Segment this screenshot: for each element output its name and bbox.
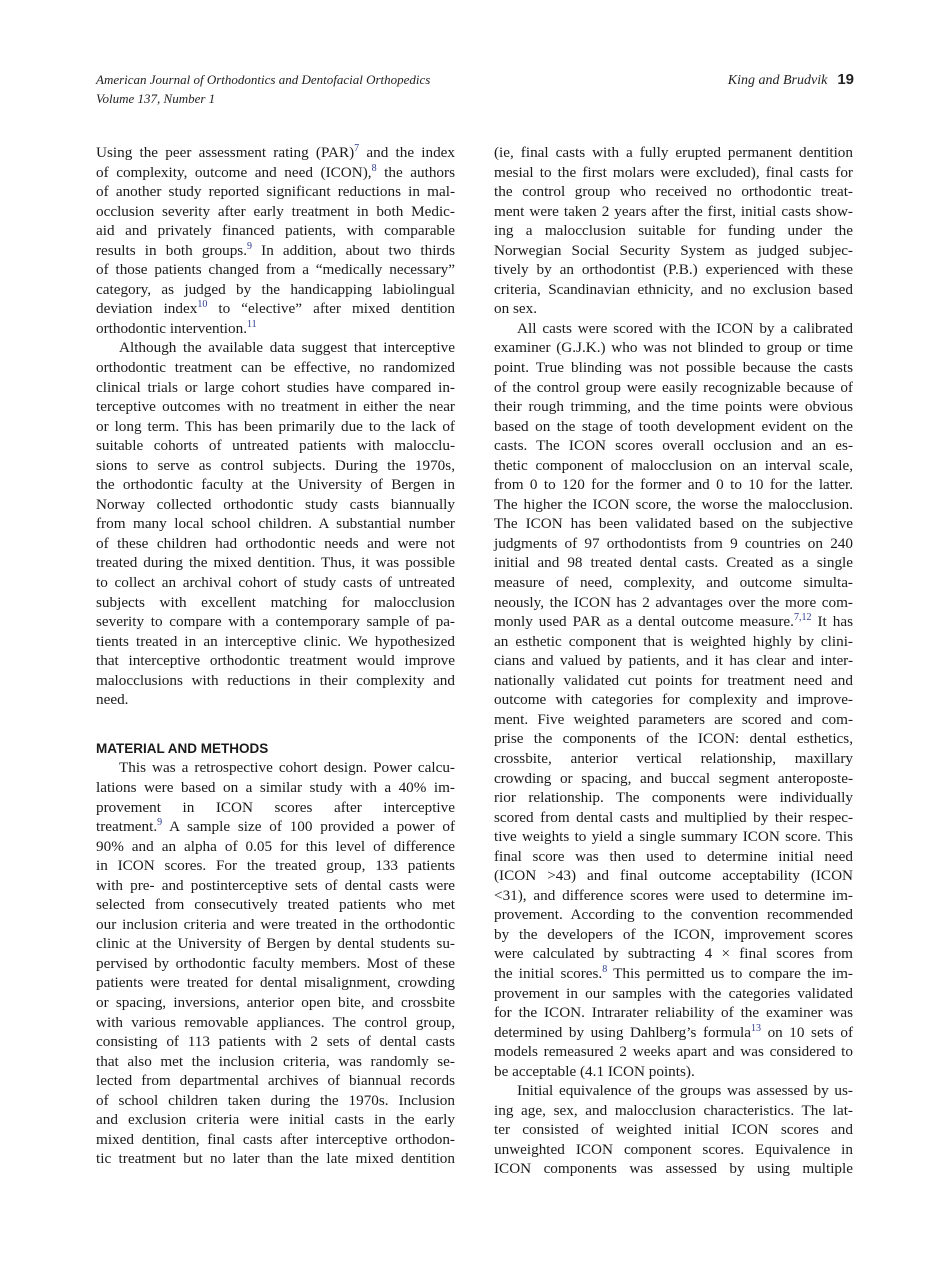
text-line	[494, 1101, 853, 1121]
text-line	[494, 612, 853, 632]
citation-reference[interactable]: 8	[371, 162, 377, 174]
text-run: their rough trimming, and the time points were obvious	[494, 398, 853, 416]
text-run: This was a retrospective cohort design. Power calcu-	[119, 759, 455, 777]
text-line	[494, 866, 853, 886]
text-line	[494, 905, 853, 925]
text-run: of school children taken during the 1970s. Inclusion	[96, 1091, 455, 1109]
text-line	[96, 182, 455, 202]
text-line	[494, 827, 853, 847]
text-run: of the control group were easily recognizable because of	[494, 378, 853, 396]
text-line	[96, 856, 455, 876]
text-run: results in both groups.	[96, 241, 247, 259]
text-line	[96, 837, 455, 857]
text-run: mixed dentition, final casts after interceptive orthodon-	[96, 1130, 455, 1148]
text-run: cians and valued by patients, and it has clear and inter-	[494, 652, 853, 670]
text-run: lected from departmental archives of biannual records	[96, 1072, 455, 1090]
text-run: malocclusions with reductions in their complexity and	[96, 671, 455, 689]
section-heading: MATERIAL AND METHODS	[96, 740, 269, 756]
text-run: aid and privately financed patients, with comparable	[96, 222, 455, 240]
page-number: 19	[837, 71, 854, 88]
text-run: severity to compare with a contemporary sample of pa-	[96, 613, 455, 631]
text-run: and the index	[359, 144, 455, 161]
text-line	[96, 202, 455, 222]
text-line	[96, 299, 455, 319]
running-header-right	[728, 70, 854, 90]
text-run: that also met the inclusion criteria, was randomly se-	[96, 1052, 455, 1070]
text-run: the authors	[376, 163, 455, 181]
text-run: A sample size of 100 provided a power of	[162, 818, 455, 836]
text-run: thetic component of malocclusion on an interval scale,	[494, 456, 853, 474]
text-run: casts. The ICON scores overall occlusion and an es-	[494, 437, 853, 455]
text-run: determined by using Dahlberg’s formula	[494, 1023, 752, 1041]
text-line	[96, 358, 455, 378]
text-run: mesial to the first molars were excluded), final casts for	[494, 163, 853, 181]
text-line	[96, 1013, 455, 1033]
text-run: selected from consecutively treated patients who met	[96, 896, 455, 914]
text-run: deviation index	[96, 300, 198, 318]
text-run: of these children had orthodontic needs and were not	[96, 534, 455, 552]
text-run: terceptive outcomes with no treatment in either the near	[96, 398, 455, 416]
text-run: initial and 98 treated dental casts. Created as a single	[494, 554, 853, 572]
text-run: ment were taken 2 years after the first, initial casts show-	[494, 202, 853, 220]
text-run: <31), and difference scores were used to determine im-	[494, 886, 853, 904]
text-line	[96, 934, 455, 954]
left-column	[96, 143, 455, 1169]
text-run: our inclusion criteria and were treated in the orthodontic	[96, 915, 455, 933]
text-line	[494, 514, 853, 534]
text-run: with various removable appliances. The control group,	[96, 1013, 455, 1031]
text-line	[494, 417, 853, 437]
text-line	[494, 1120, 853, 1140]
text-line	[96, 915, 455, 935]
text-run: ICON components was assessed by using multiple	[494, 1160, 853, 1178]
text-run: clinic at the University of Bergen by dental students su-	[96, 935, 455, 953]
text-run: Norwegian Social Security System as judged subjec-	[494, 241, 853, 259]
text-line	[494, 729, 853, 749]
text-run: pervised by orthodontic faculty members. Most of these	[96, 954, 455, 972]
text-line	[494, 925, 853, 945]
text-line	[494, 1003, 853, 1023]
text-line	[494, 788, 853, 808]
text-line	[96, 593, 455, 613]
text-line	[96, 612, 455, 632]
text-line	[96, 319, 455, 339]
text-run: It has	[811, 613, 853, 631]
journal-title: American Journal of Orthodontics and Dentofacial Orthopedics	[96, 72, 431, 87]
citation-reference[interactable]: 13	[751, 1022, 762, 1034]
text-run: treatment.	[96, 818, 158, 836]
text-run: on sex.	[494, 300, 538, 318]
text-run: of those patients changed from a “medically necessary”	[96, 261, 455, 279]
text-run: of complexity, outcome and need (ICON),	[96, 163, 372, 181]
text-run: The higher the ICON score, the worse the malocclusion.	[494, 495, 853, 513]
text-run: ter consisted of weighted initial ICON scores and	[494, 1121, 853, 1139]
text-line	[96, 1052, 455, 1072]
text-run: prise the components of the ICON: dental esthetics,	[494, 730, 853, 748]
citation-reference[interactable]: 10	[197, 299, 208, 311]
text-run: for the ICON. Intrarater reliability of the examiner was	[494, 1004, 853, 1022]
text-run: orthodontic treatment can be effective, no randomized	[96, 359, 455, 377]
text-run: criteria, Scandinavian ethnicity, and no exclusion based	[494, 280, 853, 298]
text-line	[494, 397, 853, 417]
text-run: outcome with categories for complexity and improve-	[494, 691, 853, 709]
text-line	[96, 1071, 455, 1091]
text-line	[494, 534, 853, 554]
text-line	[96, 817, 455, 837]
text-run: neously, the ICON has 2 advantages over the more com-	[494, 593, 853, 611]
text-line	[96, 573, 455, 593]
text-run: rior relationship. The components were individually	[494, 789, 853, 807]
paragraph	[96, 758, 455, 1168]
text-line	[494, 260, 853, 280]
text-run: judgments of 97 orthodontists from 9 countries on 240	[494, 534, 853, 552]
text-run: ing a malocclusion suitable for funding under the	[494, 222, 853, 240]
text-line	[494, 436, 853, 456]
text-run: final score was then used to determine initial need	[494, 847, 853, 865]
text-run: ment. Five weighted parameters are scored and com-	[494, 710, 853, 728]
text-line	[96, 553, 455, 573]
text-line	[96, 514, 455, 534]
text-line	[494, 338, 853, 358]
text-line	[96, 798, 455, 818]
text-line	[494, 1159, 853, 1179]
text-line	[96, 1130, 455, 1150]
citation-reference[interactable]: 9	[247, 240, 252, 252]
text-line	[96, 417, 455, 437]
text-line	[494, 847, 853, 867]
text-run: Norway collected orthodontic study casts biannually	[96, 495, 455, 513]
text-line	[96, 973, 455, 993]
text-line	[96, 1091, 455, 1111]
text-run: and exclusion criteria were initial casts in the early	[96, 1111, 455, 1129]
text-line	[96, 671, 455, 691]
text-run: the initial scores.	[494, 964, 603, 982]
text-line	[494, 573, 853, 593]
text-line	[494, 553, 853, 573]
text-line	[96, 534, 455, 554]
text-line	[494, 358, 853, 378]
text-run: provement in ICON scores after interceptive	[96, 798, 455, 816]
text-run: occlusion severity after early treatment in both Medic-	[96, 202, 455, 220]
paragraph	[96, 143, 455, 338]
text-run: The ICON has been validated based on the subjective	[494, 515, 853, 533]
paragraph	[494, 1081, 853, 1179]
text-run: tive weights to yield a single summary ICON score. This	[494, 828, 853, 846]
text-run: be acceptable (4.1 ICON points).	[494, 1062, 695, 1080]
text-line	[494, 671, 853, 691]
text-line	[494, 163, 853, 183]
text-run: measure of need, complexity, and outcome simulta-	[494, 574, 853, 592]
text-line	[494, 769, 853, 789]
text-line	[494, 456, 853, 476]
citation-reference[interactable]: 9	[157, 816, 163, 828]
text-run: from many local school children. A substantial number	[96, 515, 455, 533]
text-run: tively by an orthodontist (P.B.) experienced with these	[494, 261, 853, 279]
text-line	[96, 241, 455, 261]
text-line	[96, 876, 455, 896]
text-run: tic treatment but no later than the late mixed dentition	[96, 1150, 455, 1168]
text-run: orthodontic intervention.	[96, 319, 247, 337]
text-run: patients were treated for dental misalignment, crowding	[96, 974, 455, 992]
text-line	[494, 1062, 853, 1082]
text-line	[96, 280, 455, 300]
text-line	[96, 1149, 455, 1169]
text-line	[96, 475, 455, 495]
paragraph	[494, 143, 853, 319]
text-line	[96, 758, 455, 778]
text-run: 90% and an alpha of 0.05 for this level of difference	[96, 837, 455, 855]
text-line	[494, 964, 853, 984]
text-line	[96, 397, 455, 417]
text-run: that interceptive orthodontic treatment would improve	[96, 652, 455, 670]
text-run: from 0 to 120 for the former and 0 to 10 for the latter.	[494, 476, 853, 494]
text-run: with pre- and postinterceptive sets of dental casts were	[96, 876, 455, 894]
text-line	[494, 690, 853, 710]
text-line	[96, 143, 455, 163]
text-line	[494, 241, 853, 261]
text-line	[494, 1023, 853, 1043]
citation-reference[interactable]: 8	[602, 963, 608, 975]
text-run: were calculated by subtracting 4 × final scores from	[494, 945, 853, 963]
text-run: clinical trials or large cohort studies have compared in-	[96, 378, 455, 396]
text-line	[494, 1140, 853, 1160]
text-run: provement in our samples with the categories validated	[494, 984, 853, 1002]
text-line	[494, 378, 853, 398]
text-run: unweighted ICON component scores. Equivalence in	[494, 1140, 853, 1158]
text-line	[96, 378, 455, 398]
text-run: of another study reported significant reductions in mal-	[96, 183, 455, 201]
text-run: the orthodontic faculty at the University of Bergen in	[96, 476, 455, 494]
text-run: (ICON >43) and final outcome acceptability (ICON	[494, 867, 853, 885]
text-run: monly used PAR as a dental outcome measure.	[494, 613, 794, 631]
text-line	[96, 1110, 455, 1130]
citation-reference[interactable]: 11	[247, 318, 257, 330]
text-line	[96, 495, 455, 515]
text-run: on 10 sets of	[761, 1023, 854, 1041]
text-run: sions to serve as control subjects. During the 1970s,	[96, 456, 455, 474]
text-run: Using the peer assessment rating (PAR)	[96, 144, 355, 161]
text-run: crossbite, anterior vertical relationship, maxillary	[494, 749, 853, 767]
text-run: by the developers of the ICON, improvement scores	[494, 925, 853, 943]
text-run: or spacing, inversions, anterior open bite, and crossbite	[96, 993, 455, 1011]
text-run: in ICON scores. For the treated group, 133 patients	[96, 857, 455, 875]
text-line	[494, 984, 853, 1004]
text-line	[494, 280, 853, 300]
text-run: All casts were scored with the ICON by a calibrated	[517, 319, 853, 337]
text-line	[494, 182, 853, 202]
text-line	[96, 632, 455, 652]
text-run: lations were based on a similar study with a 40% im-	[96, 778, 455, 796]
text-run: the control group who received no orthodontic treat-	[494, 183, 853, 201]
text-line	[494, 749, 853, 769]
text-run: consisting of 113 patients with 2 sets of dental casts	[96, 1033, 455, 1051]
text-run: nationally validated cut points for treatment need and	[494, 671, 853, 689]
text-run: This permitted us to compare the im-	[607, 964, 853, 982]
text-line	[494, 808, 853, 828]
right-column	[494, 143, 853, 1179]
text-line	[494, 1042, 853, 1062]
text-line	[96, 260, 455, 280]
journal-volume: Volume 137, Number 1	[96, 91, 216, 106]
text-line	[494, 710, 853, 730]
article-authors: King and Brudvik	[727, 73, 828, 88]
text-line	[96, 993, 455, 1013]
text-line	[96, 436, 455, 456]
text-line	[96, 651, 455, 671]
text-line	[96, 1032, 455, 1052]
text-line	[494, 886, 853, 906]
text-run: crowding or spacing, and buccal segment anteroposte-	[494, 769, 853, 787]
text-run: or long term. This has been primarily due to the lack of	[96, 417, 455, 435]
text-line	[494, 299, 853, 319]
text-line	[96, 954, 455, 974]
text-line	[494, 651, 853, 671]
citation-reference[interactable]: 7,12	[793, 612, 812, 624]
text-run: Initial equivalence of the groups was assessed by us-	[517, 1082, 853, 1100]
text-line	[494, 221, 853, 241]
text-line	[96, 338, 455, 358]
text-line	[494, 202, 853, 222]
text-run: to collect an archival cohort of study casts of untreated	[96, 574, 455, 592]
text-line	[494, 495, 853, 515]
text-run: (ie, final casts with a fully erupted permanent dentition	[494, 144, 853, 161]
text-line	[494, 944, 853, 964]
text-run: provement. According to the convention recommended	[494, 906, 853, 924]
text-line	[494, 1081, 853, 1101]
text-run: suitable cohorts of untreated patients with malocclu-	[96, 437, 455, 455]
text-line	[96, 895, 455, 915]
text-run: an esthetic component that is weighted highly by clini-	[494, 632, 853, 650]
section-gap	[96, 710, 455, 739]
text-line	[494, 143, 853, 163]
text-run: scored from dental casts and multiplied by their respec-	[494, 808, 853, 826]
text-run: subjects with excellent matching for malocclusion	[96, 593, 455, 611]
text-run: models remeasured 2 weeks apart and was considered to	[494, 1043, 853, 1061]
text-line	[96, 163, 455, 183]
text-run: point. True blinding was not possible because the casts	[494, 359, 853, 377]
text-line	[96, 690, 455, 710]
text-run: category, as judged by the handicapping labiolingual	[96, 280, 455, 298]
text-run: In addition, about two thirds	[252, 241, 455, 259]
paragraph	[494, 319, 853, 1081]
text-line	[96, 778, 455, 798]
text-run: ing age, sex, and malocclusion characteristics. The lat-	[494, 1101, 853, 1119]
paragraph	[96, 338, 455, 709]
text-run: based on the stage of tooth development evident on the	[494, 417, 853, 435]
citation-reference[interactable]: 7	[354, 142, 360, 154]
text-run: examiner (G.J.K.) who was not blinded to group or time	[494, 339, 853, 357]
text-line	[494, 593, 853, 613]
text-run: Although the available data suggest that interceptive	[119, 339, 455, 357]
running-header	[96, 70, 430, 108]
text-line	[96, 456, 455, 476]
text-line	[494, 319, 853, 339]
text-run: tients treated in an interceptive clinic. We hypothesized	[96, 632, 455, 650]
text-line	[494, 632, 853, 652]
text-line	[96, 221, 455, 241]
text-run: treated during the mixed dentition. Thus, it was possible	[96, 554, 455, 572]
text-run: need.	[96, 691, 129, 709]
text-run: to “elective” after mixed dentition	[207, 300, 455, 318]
text-line	[494, 475, 853, 495]
